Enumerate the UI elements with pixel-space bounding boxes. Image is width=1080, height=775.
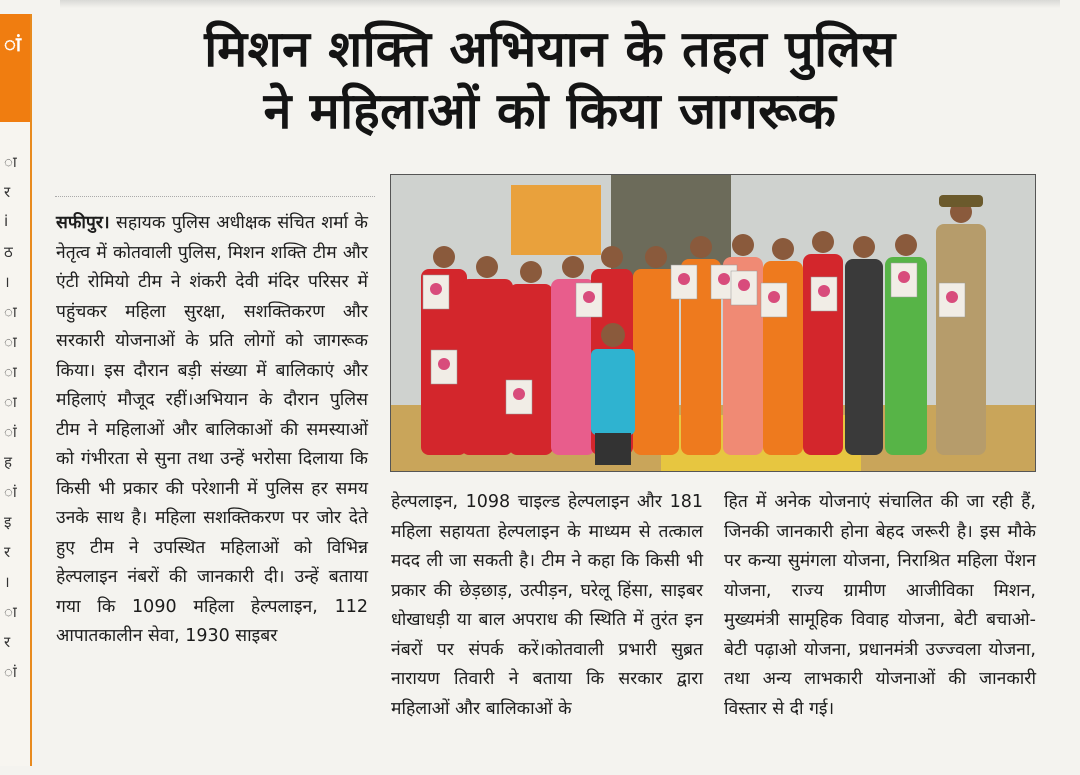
photo-pamphlet-emblem <box>718 273 730 285</box>
news-photo <box>390 174 1036 472</box>
adjacent-text-fragment: ा <box>4 303 17 321</box>
photo-person-head <box>433 246 455 268</box>
photo-person-body <box>461 279 513 455</box>
photo-person-body <box>936 224 986 455</box>
adjacent-text-fragment: । <box>4 573 10 591</box>
byline-divider <box>55 196 375 199</box>
adjacent-text-fragment: ठ <box>4 243 13 261</box>
adjacent-text-fragment: ा <box>4 603 17 621</box>
article-column-3-text: हित में अनेक योजनाएं संचालित की जा रही हैं, जिनकी जानकारी होना बेहद जरूरी है। इस मौके पर कन्या सुमंगला योजना, निराश्रित महिला पेंशन योजना, राज्य ग्रामीण आजीविका मिशन, मुख्यमंत्री सामूहिक विवाह योजना, बेटी बचाओ-बेटी पढ़ाओ योजना, प्रधानमंत्री उज्ज्वला योजना, तथा अन्य लाभकारी योजनाओं की जानकारी विस्तार से दी गई। <box>724 492 1036 719</box>
photo-person-head <box>812 231 834 253</box>
photo-person-body <box>845 259 883 455</box>
headline-line-2: ने महिलाओं को किया जागरूक <box>263 82 837 140</box>
photo-person-head <box>601 246 623 268</box>
adjacent-text-fragment: ह <box>4 453 12 471</box>
photo-person-head <box>690 236 712 258</box>
photo-person-head <box>562 256 584 278</box>
adjacent-text-fragment: ां <box>4 483 17 501</box>
adjacent-text-fragment: र <box>4 633 11 651</box>
photo-person-head <box>732 234 754 256</box>
photo-police-cap <box>939 195 983 207</box>
adjacent-text-fragment: । <box>4 273 10 291</box>
headline-line-1: मिशन शक्ति अभियान के तहत पुलिस <box>204 20 896 78</box>
dateline: सफीपुर। <box>56 213 110 233</box>
photo-boy-body <box>591 349 635 435</box>
photo-pamphlet-emblem <box>583 291 595 303</box>
adjacent-text-fragment: ां <box>4 423 17 441</box>
photo-pamphlet-emblem <box>768 291 780 303</box>
photo-person-head <box>853 236 875 258</box>
adjacent-text-fragment: ा <box>4 333 17 351</box>
photo-pamphlet-emblem <box>898 271 910 283</box>
photo-person-head <box>772 238 794 260</box>
photo-pamphlet-emblem <box>818 285 830 297</box>
adjacent-text-fragment: र <box>4 183 11 201</box>
photo-boy-legs <box>595 433 631 465</box>
adjacent-text-fragment: ा <box>4 363 17 381</box>
article-column-3 <box>724 488 1036 724</box>
photo-person-head <box>476 256 498 278</box>
headline <box>40 18 1060 142</box>
adjacent-text-fragment: इ <box>4 513 12 531</box>
adjacent-text-fragment: ा <box>4 153 17 171</box>
photo-person-head <box>520 261 542 283</box>
adjacent-text-fragment: र <box>4 543 11 561</box>
adjacent-text-fragment: ा <box>4 393 17 411</box>
news-photo-illustration <box>391 175 1035 471</box>
top-strip <box>60 0 1060 8</box>
photo-person-head <box>895 234 917 256</box>
photo-pamphlet-emblem <box>430 283 442 295</box>
photo-pamphlet-emblem <box>438 358 450 370</box>
photo-pamphlet-emblem <box>678 273 690 285</box>
article-column-2 <box>391 488 703 724</box>
photo-person-body <box>509 284 553 455</box>
photo-shrine <box>511 185 601 255</box>
photo-pamphlet-emblem <box>513 388 525 400</box>
article-column-1 <box>56 209 368 652</box>
photo-boy-head <box>601 323 625 347</box>
article-column-2-text: हेल्पलाइन, 1098 चाइल्ड हेल्पलाइन और 181 महिला सहायता हेल्पलाइन के माध्यम से तत्काल मदद ली जा सकती है। टीम ने कहा कि किसी भी प्रकार की छेड़छाड़, उत्पीड़न, घरेलू हिंसा, साइबर धोखाधड़ी या बाल अपराध की स्थिति में तुरंत इन नंबरों पर संपर्क करें।कोतवाली प्रभारी सुब्रत नारायण तिवारी ने बताया कि सरकार द्वारा महिलाओं और बालिकाओं के <box>391 492 703 719</box>
photo-pamphlet-emblem <box>946 291 958 303</box>
adjacent-orange-tab: ां <box>0 14 30 122</box>
photo-person-head <box>645 246 667 268</box>
photo-pamphlet-emblem <box>738 279 750 291</box>
adjacent-column-fragment <box>0 14 32 766</box>
article-column-1-text: सहायक पुलिस अधीक्षक संचित शर्मा के नेतृत्व में कोतवाली पुलिस, मिशन शक्ति टीम और एंटी रोमियो टीम ने शंकरी देवी मंदिर परिसर में पहुंचकर महिला सुरक्षा, सशक्तिकरण और सरकारी योजनाओं के प्रति लोगों को जागरूक किया। इस दौरान बड़ी संख्या में बालिकाएं और महिलाएं मौजूद रहीं।अभियान के दौरान पुलिस टीम ने महिलाओं और बालिकाओं की समस्याओं को गंभीरता से सुना तथा उन्हें भरोसा दिलाया कि किसी भी प्रकार की परेशानी में पुलिस हर समय उनके साथ है। महिला सशक्तिकरण पर जोर देते हुए टीम ने उपस्थित महिलाओं को विभिन्न हेल्पलाइन नंबरों की जानकारी दी। उन्हें बताया गया कि 1090 महिला हेल्पलाइन, 112 आपातकालीन सेवा, 1930 साइबर <box>56 213 368 646</box>
adjacent-text-fragment: ां <box>4 663 17 681</box>
adjacent-text-fragment: i <box>4 212 9 230</box>
